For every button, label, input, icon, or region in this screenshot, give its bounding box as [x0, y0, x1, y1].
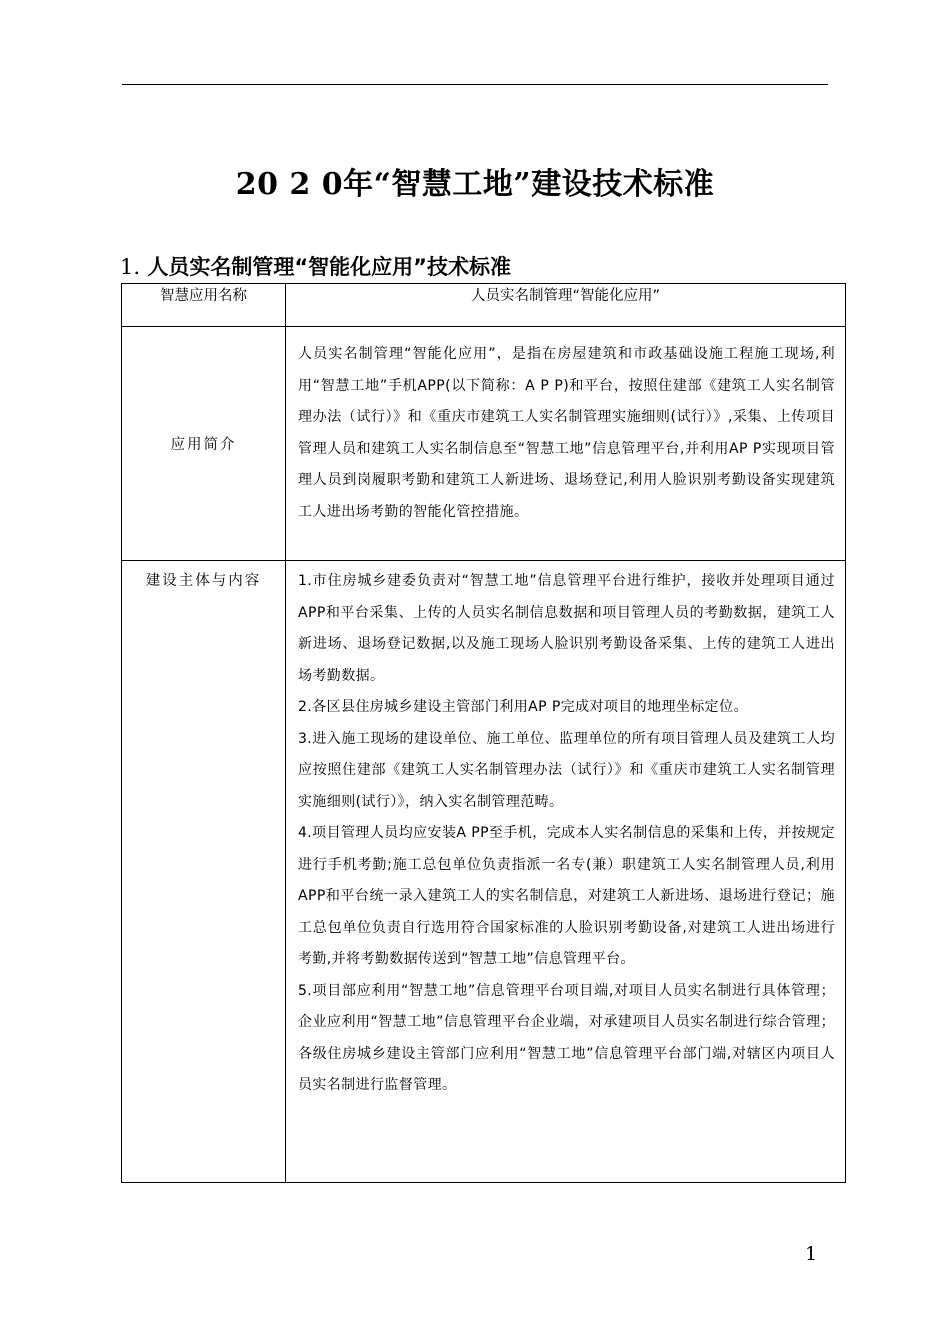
header-rule	[122, 84, 828, 85]
content-item-2: 2.各区县住房城乡建设主管部门利用AP P完成对项目的地理坐标定位。	[298, 699, 748, 715]
section-number: 1.	[120, 255, 141, 279]
row-label-intro: 应用简介	[122, 327, 286, 561]
intro-text	[286, 327, 845, 528]
content-text	[286, 561, 845, 1102]
header-cell-application: 人员实名制管理“智能化应用”	[286, 284, 846, 327]
content-item-4: 4.项目管理人员均应安装A PP至手机，完成本人实名制信息的采集和上传，并按规定进行手机考勤;施工总包单位负责指派一名专(兼）职建筑工人实名制管理人员,利用APP和平台统一录入建筑工人的实名制信息，对建筑工人新进场、退场进行登记；施工总包单位负责自行选用符合国家标准的人脸识别考勤设备,对建筑工人进出场进行考勤,并将考勤数据传送到“智慧工地”信息管理平台。	[298, 825, 835, 967]
table-row	[122, 327, 846, 561]
document-title: 20 2 0年“智慧工地”建设技术标准	[235, 167, 715, 202]
content-item-5: 5.项目部应利用“智慧工地”信息管理平台项目端,对项目人员实名制进行具体管理；企业应利用“智慧工地”信息管理平台企业端，对承建项目人员实名制进行综合管理；各级住房城乡建设主管部门应利用“智慧工地”信息管理平台部门端,对辖区内项目人员实名制进行监督管理。	[298, 982, 835, 1093]
section-heading	[120, 252, 511, 282]
header-cell-name: 智慧应用名称	[122, 284, 286, 327]
content-item-1: 1.市住房城乡建委负责对“智慧工地”信息管理平台进行维护，接收并处理项目通过APP和平台采集、上传的人员实名制信息数据和项目管理人员的考勤数据，建筑工人新进场、退场登记数据,以及施工现场人脸识别考勤设备采集、上传的建筑工人进出场考勤数据。	[298, 573, 835, 684]
table-header-row	[122, 284, 846, 327]
table-row	[122, 561, 846, 1183]
section-heading-text: 人员实名制管理“智能化应用”技术标准	[147, 255, 511, 279]
row-content-intro	[286, 327, 846, 561]
standard-table	[121, 283, 846, 1183]
row-label-content: 建设主体与内容	[122, 561, 286, 1183]
content-item-3: 3.进入施工现场的建设单位、施工单位、监理单位的所有项目管理人员及建筑工人均应按照住建部《建筑工人实名制管理办法（试行）》和《重庆市建筑工人实名制管理实施细则(试行）》，纳入实名制管理范畴。	[298, 730, 835, 810]
page-number: 1	[805, 1243, 818, 1265]
row-content-items	[286, 561, 846, 1183]
intro-paragraph: 人员实名制管理“智能化应用”，是指在房屋建筑和市政基础设施工程施工现场,利用“智慧工地”手机APP(以下简称：A P P)和平台，按照住建部《建筑工人实名制管理办法（试行）》和《重庆市建筑工人实名制管理实施细则(试行）》,采集、上传项目管理人员和建筑工人实名制信息至“智慧工地”信息管理平台,并利用AP P实现项目管理人员到岗履职考勤和建筑工人新进场、退场登记,利用人脸识别考勤设备实现建筑工人进出场考勤的智能化管控措施。	[298, 346, 835, 520]
